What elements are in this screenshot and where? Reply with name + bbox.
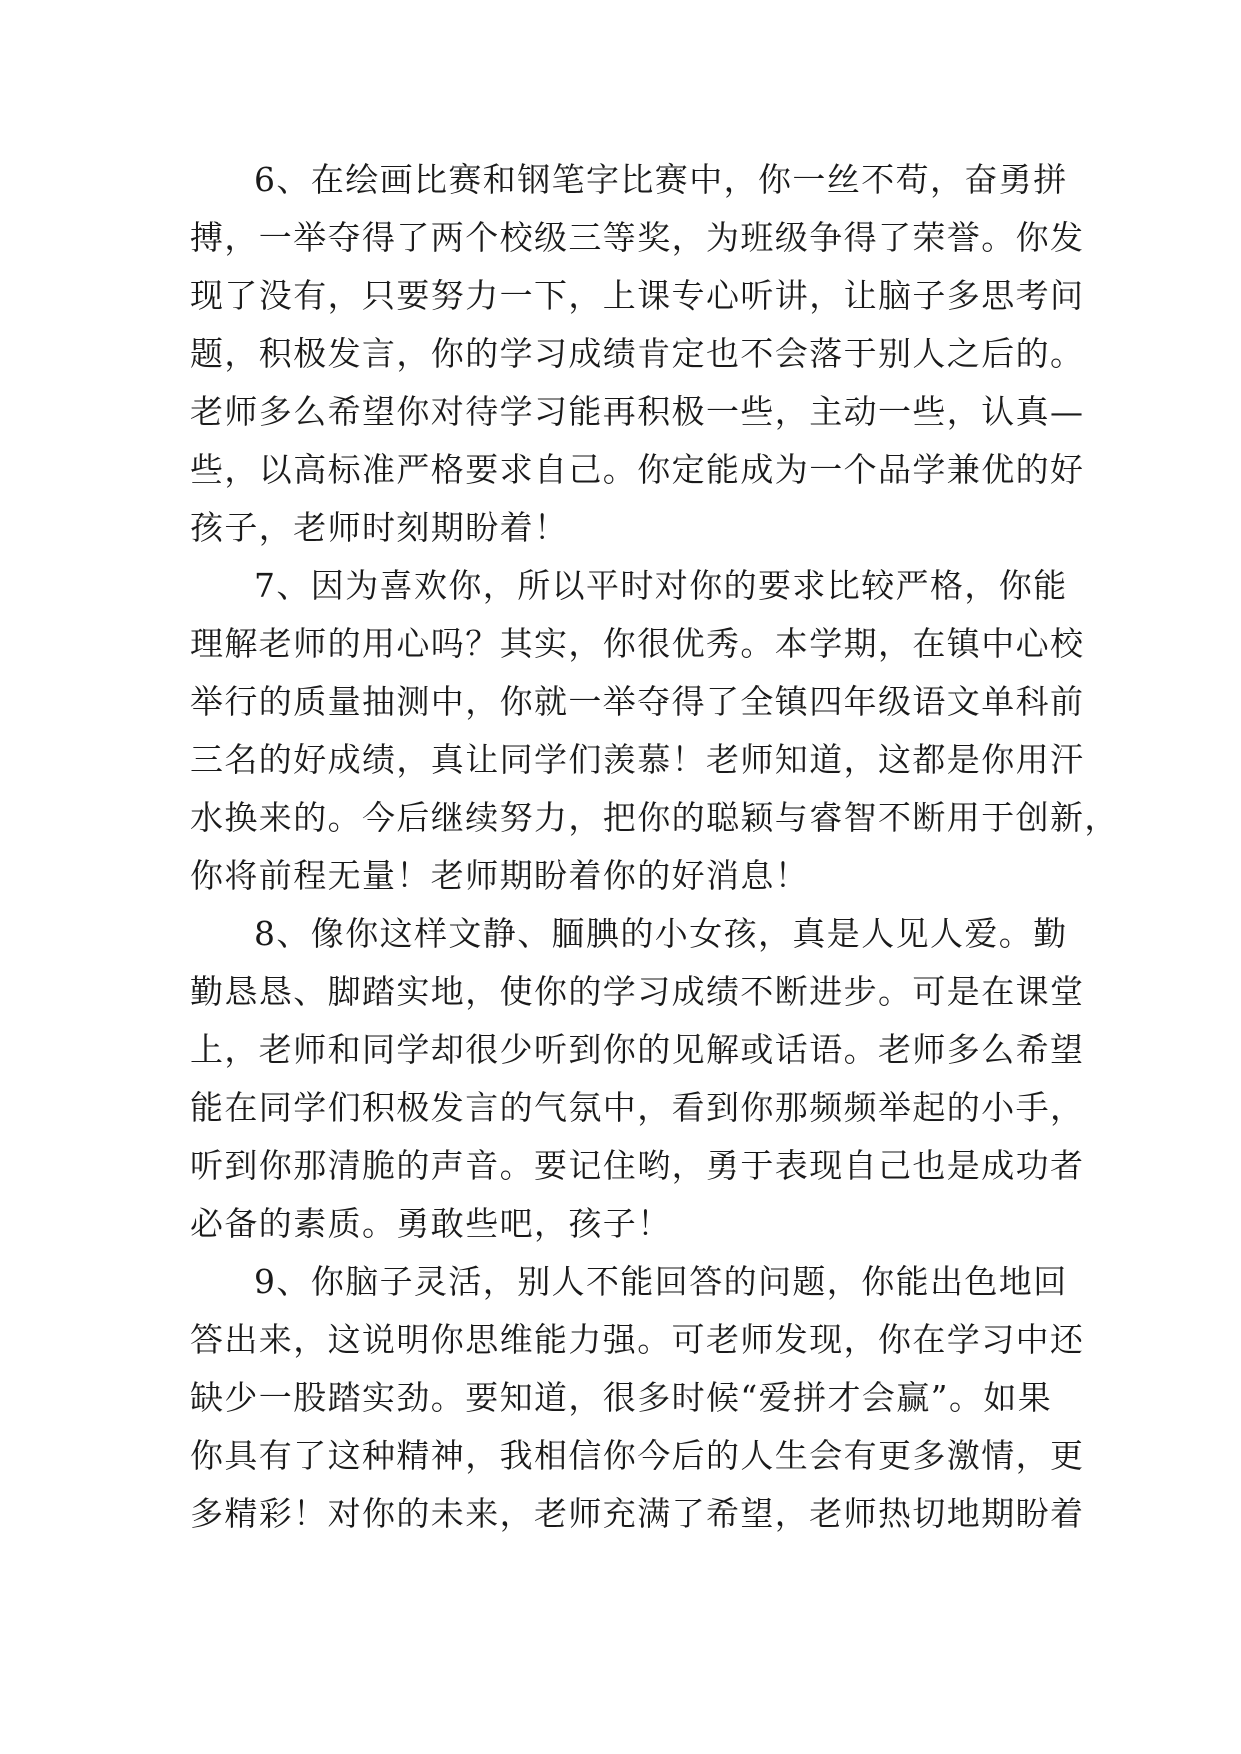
text-line: 必备的素质。勇敢些吧，孩子！ [190,1204,672,1243]
text-line: 举行的质量抽测中，你就一举夺得了全镇四年级语文单科前 [190,682,1085,721]
text-line: 水换来的。今后继续努力，把你的聪颖与睿智不断用于创新， [190,798,1119,837]
text-line: 你将前程无量！老师期盼着你的好消息！ [190,856,810,895]
text-line: 9、你脑子灵活，别人不能回答的问题，你能出色地回 [254,1262,1068,1301]
text-line: 听到你那清脆的声音。要记住哟，勇于表现自己也是成功者 [190,1146,1085,1185]
text-line: 题，积极发言，你的学习成绩肯定也不会落于别人之后的。 [190,334,1085,373]
text-line: 多精彩！对你的未来，老师充满了希望，老师热切地期盼着 [190,1494,1085,1533]
text-line: 孩子，老师时刻期盼着！ [190,508,569,547]
paragraph-7 [190,557,1119,905]
text-line: 能在同学们积极发言的气氛中，看到你那频频举起的小手， [190,1088,1085,1127]
paragraph-9 [190,1253,1085,1543]
text-line: 上，老师和同学却很少听到你的见解或话语。老师多么希望 [190,1030,1085,1069]
text-line: 勤恳恳、脚踏实地，使你的学习成绩不断进步。可是在课堂 [190,972,1085,1011]
text-line: 搏，一举夺得了两个校级三等奖，为班级争得了荣誉。你发 [190,218,1085,257]
text-line: 些，以高标准严格要求自己。你定能成为一个品学兼优的好 [190,450,1085,489]
text-line: 8、像你这样文静、腼腆的小女孩，真是人见人爱。勤 [254,914,1068,953]
text-line: 答出来，这说明你思维能力强。可老师发现，你在学习中还 [190,1320,1085,1359]
text-line: 7、因为喜欢你，所以平时对你的要求比较严格，你能 [254,566,1068,605]
text-line: 你具有了这种精神，我相信你今后的人生会有更多激情，更 [190,1436,1085,1475]
text-line: 老师多么希望你对待学习能再积极一些，主动一些，认真— [190,392,1085,431]
text-line: 三名的好成绩，真让同学们羡慕！老师知道，这都是你用汗 [190,740,1085,779]
paragraph-6 [190,151,1085,557]
text-line: 现了没有，只要努力一下，上课专心听讲，让脑子多思考问 [190,276,1085,315]
text-line: 缺少一股踏实劲。要知道，很多时候“爱拼才会赢”。如果 [190,1378,1053,1417]
paragraph-8 [190,905,1085,1253]
document-body [190,151,1119,1543]
text-line: 理解老师的用心吗？其实，你很优秀。本学期，在镇中心校 [190,624,1085,663]
text-line: 6、在绘画比赛和钢笔字比赛中，你一丝不苟，奋勇拼 [254,160,1068,199]
